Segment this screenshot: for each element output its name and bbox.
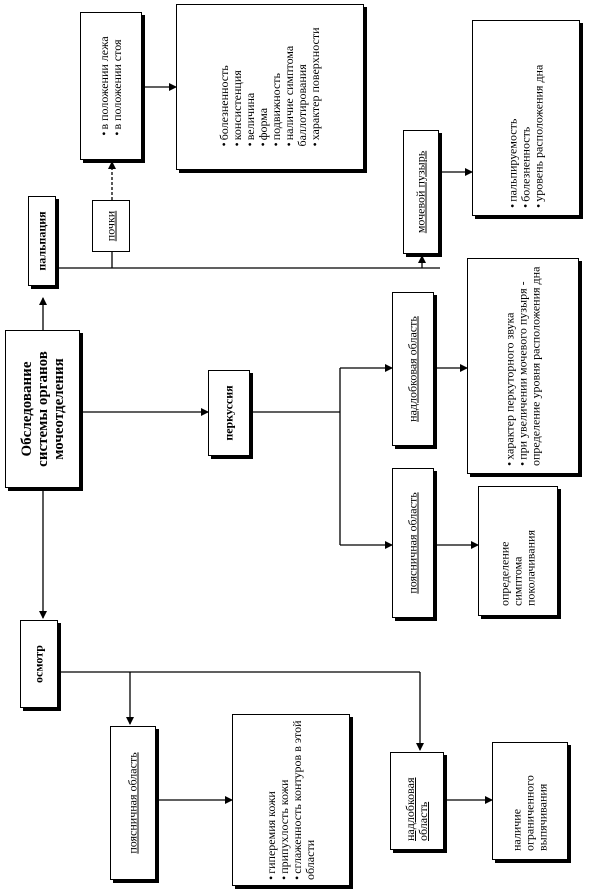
kidneys-label: почки [103,210,118,242]
kidney-features [218,28,322,147]
percussion-lumbar-result-box [478,486,558,616]
bladder-feature-item: • болезненность [520,28,533,208]
inspection-lumbar-features [265,720,317,880]
kidney-feature-item: • характер поверхности [309,28,322,147]
bladder-feature-item: • пальпируемость [507,28,520,208]
inspection-box [20,620,58,708]
bladder-features [507,28,546,208]
inspection-lumbar-label: поясничная область [125,752,140,854]
kidney-feature-item: • подвижность [270,28,283,147]
bladder-label: мочевой пузырь [413,150,428,234]
percussion-lumbar-label: поясничная область [405,492,420,594]
percussion-suprapubic-box [392,292,434,446]
center-title-line-3: мочеотделения [50,358,67,460]
inspection-feature-item: • сглаженность контуров в этой области [291,720,317,880]
kidney-feature-item: • величина [244,28,257,147]
percussion-suprapubic-features-box [467,258,579,474]
percussion-lumbar-box [392,468,434,618]
bladder-feature-item: • уровень расположения дна [533,28,546,208]
position-item: • в положении лежа [98,36,111,135]
bladder-features-box [472,20,580,216]
center-title-line-1: Обследование [18,361,35,457]
percussion-suprapubic-label: надлобковая область [405,316,420,422]
percussion-feature-item: • при увеличении мочевого пузыря - определение уровня расположения дна [517,266,543,466]
inspection-lumbar-box [110,726,156,880]
inspection-feature-item: • припухлость кожи [278,720,291,880]
percussion-box [208,370,250,456]
percussion-feature-item: • характер перкуторного звука [504,266,517,466]
palpation-box [28,196,56,286]
center-title-line-2: системы органов [34,351,51,467]
percussion-label: перкуссия [221,385,236,441]
inspection-suprapubic-result-box [492,742,568,860]
center-title [19,351,67,467]
percussion-suprapubic-features [504,266,543,466]
inspection-suprapubic-label: надлобковая область [403,777,430,841]
inspection-suprapubic-box [390,752,444,850]
percussion-lumbar-result: определение симптома поколачивания [497,530,538,606]
inspection-suprapubic-result: наличие ограниченного выпячивания [509,775,550,851]
kidney-features-box [176,4,364,170]
bladder-box [403,130,439,254]
kidney-feature-item: • болезненность [218,28,231,147]
kidney-positions [98,36,124,135]
inspection-feature-item: • гиперемия кожи [265,720,278,880]
inspection-lumbar-features-box [232,714,350,886]
palpation-label: пальпация [34,211,49,271]
kidney-feature-item: • наличие симптома баллотирования [283,37,309,147]
kidneys-box [92,200,130,252]
kidney-feature-item: • форма [257,28,270,147]
position-item: • в положении стоя [111,36,124,135]
kidney-positions-box [80,12,142,160]
kidney-feature-item: • консистенция [231,28,244,147]
inspection-label: осмотр [31,645,46,683]
center-title-box [5,330,80,488]
